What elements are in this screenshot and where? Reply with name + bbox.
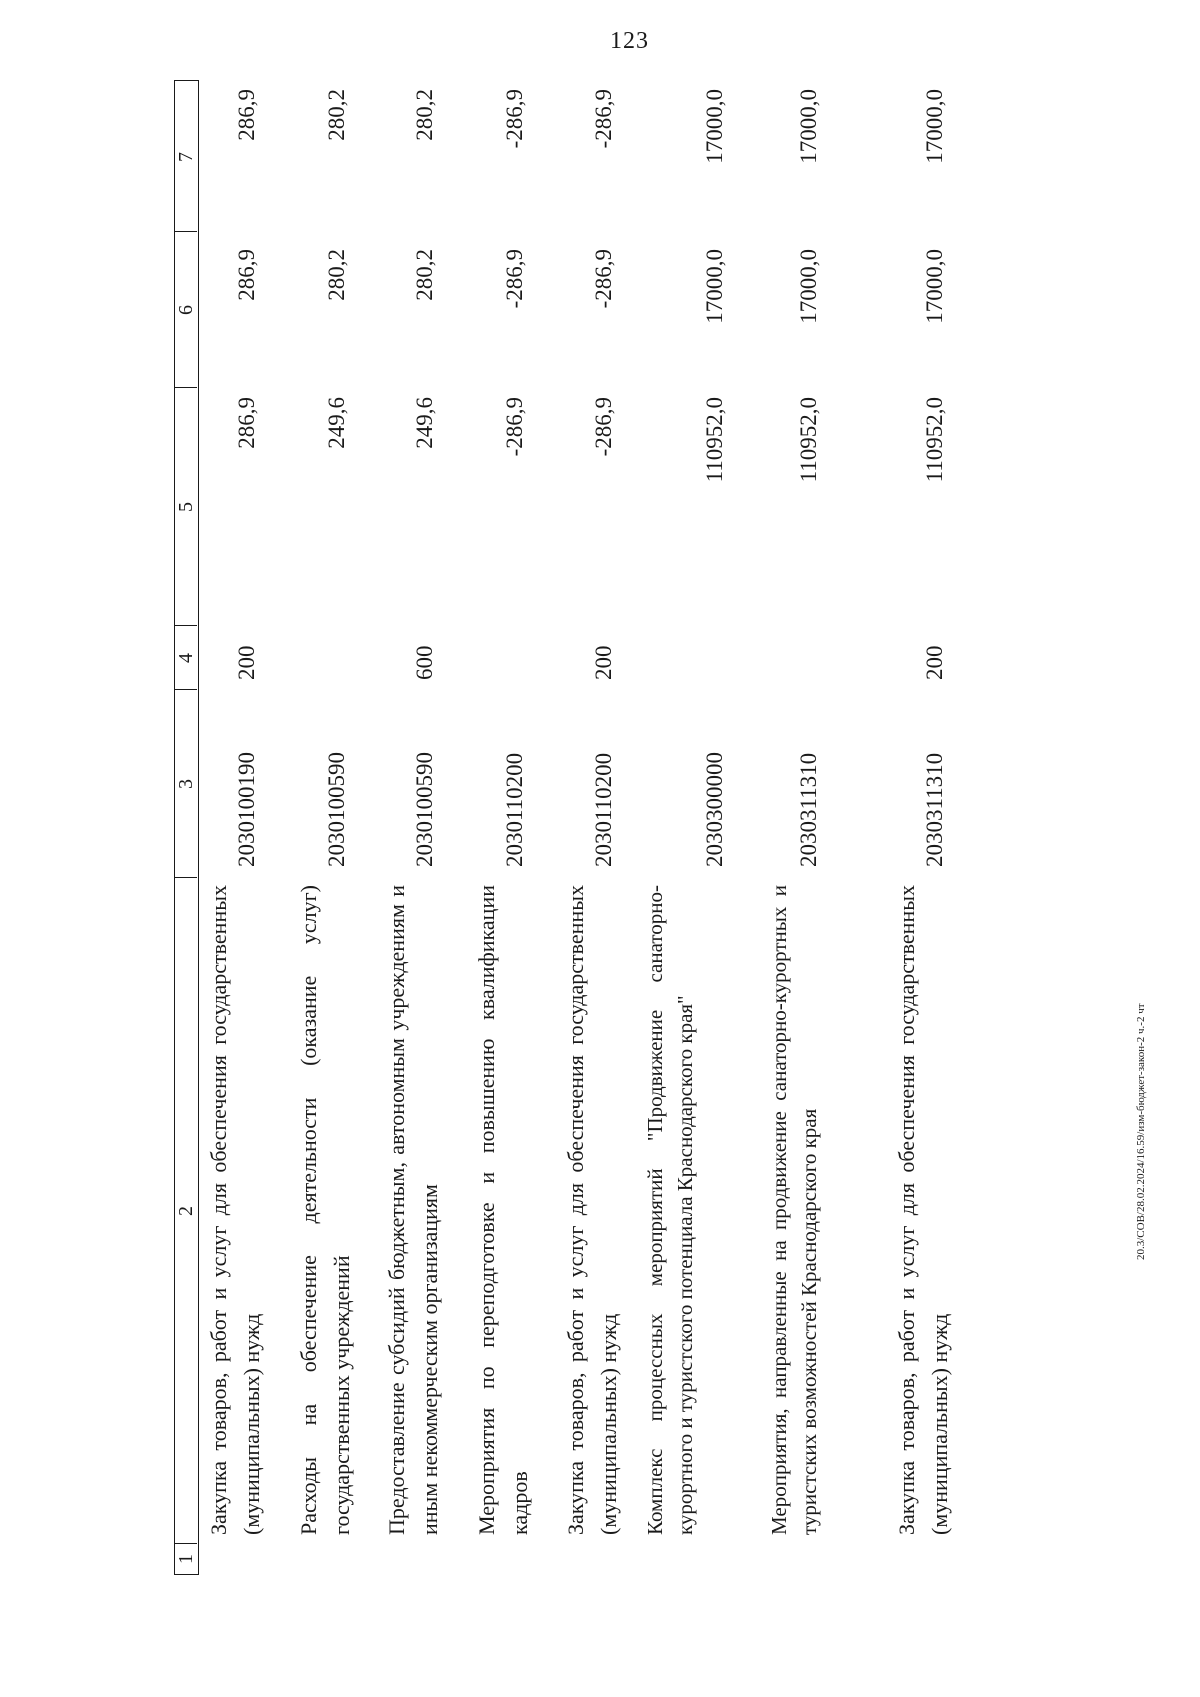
row-value-col6: 17000,0	[922, 249, 947, 324]
row-value-col7: 280,2	[324, 89, 349, 141]
row-description: Комплекс процессных мероприятий "Продвижение санаторно-курортного и туристского потенциала Краснодарского края"	[643, 885, 697, 1535]
row-value-col5: 110952,0	[702, 397, 727, 483]
document-code: 20.3/СОВ/28.02.2024/16.59/изм-бюджет-закон-2 ч.-2 чт	[1135, 1003, 1147, 1260]
row-expense-type: 200	[591, 645, 616, 680]
row-value-col5: -286,9	[502, 397, 527, 457]
row-code: 2030100590	[412, 752, 437, 867]
row-value-col5: 110952,0	[796, 397, 821, 483]
header-col-4: 4	[175, 653, 197, 663]
row-value-col5: 249,6	[324, 397, 349, 449]
header-col-5: 5	[175, 502, 197, 512]
row-description: Мероприятия по переподготовке и повышению квалификации кадров	[474, 885, 532, 1535]
row-description: Расходы на обеспечение деятельности (оказание услуг) государственных учреждений	[296, 885, 354, 1535]
row-value-col6: 280,2	[412, 249, 437, 301]
row-expense-type: 600	[412, 645, 437, 680]
row-value-col5: 286,9	[234, 397, 259, 449]
row-description: Предоставление субсидий бюджетным, автономным учреждениям и иным некоммерческим организациям	[384, 885, 442, 1535]
row-value-col7: 17000,0	[702, 89, 727, 164]
header-col-2: 2	[175, 1206, 197, 1216]
row-value-col7: 17000,0	[922, 89, 947, 164]
row-description: Закупка товаров, работ и услуг для обеспечения государственных (муниципальных) нужд	[563, 885, 621, 1535]
row-expense-type: 200	[234, 645, 259, 680]
page-number: 123	[610, 28, 649, 54]
row-value-col5: -286,9	[591, 397, 616, 457]
row-code: 2030100190	[234, 752, 259, 867]
table-header	[174, 80, 199, 1575]
row-value-col5: 249,6	[412, 397, 437, 449]
row-value-col7: 280,2	[412, 89, 437, 141]
header-col-7: 7	[175, 152, 197, 162]
row-value-col7: -286,9	[502, 89, 527, 149]
header-col-1: 1	[175, 1554, 197, 1564]
row-code: 2030100590	[324, 752, 349, 867]
row-code: 2030300000	[702, 752, 727, 867]
row-code: 2030110200	[591, 752, 616, 867]
row-code: 2030110200	[502, 752, 527, 867]
row-value-col5: 110952,0	[922, 397, 947, 483]
row-code: 2030311310	[922, 752, 947, 867]
row-value-col6: 286,9	[234, 249, 259, 301]
header-col-3: 3	[175, 779, 197, 789]
row-value-col7: 17000,0	[796, 89, 821, 164]
row-expense-type: 200	[922, 645, 947, 680]
row-description: Закупка товаров, работ и услуг для обеспечения государственных (муниципальных) нужд	[206, 885, 264, 1535]
row-value-col6: -286,9	[591, 249, 616, 309]
row-value-col6: 17000,0	[796, 249, 821, 324]
row-value-col7: 286,9	[234, 89, 259, 141]
row-value-col7: -286,9	[591, 89, 616, 149]
row-code: 2030311310	[796, 752, 821, 867]
budget-table	[174, 80, 1044, 1575]
row-value-col6: -286,9	[502, 249, 527, 309]
row-value-col6: 17000,0	[702, 249, 727, 324]
header-col-6: 6	[175, 305, 197, 315]
row-value-col6: 280,2	[324, 249, 349, 301]
row-description: Мероприятия, направленные на продвижение санаторно-курортных и туристских возможностей Краснодарского края	[767, 885, 821, 1535]
row-description: Закупка товаров, работ и услуг для обеспечения государственных (муниципальных) нужд	[894, 885, 952, 1535]
